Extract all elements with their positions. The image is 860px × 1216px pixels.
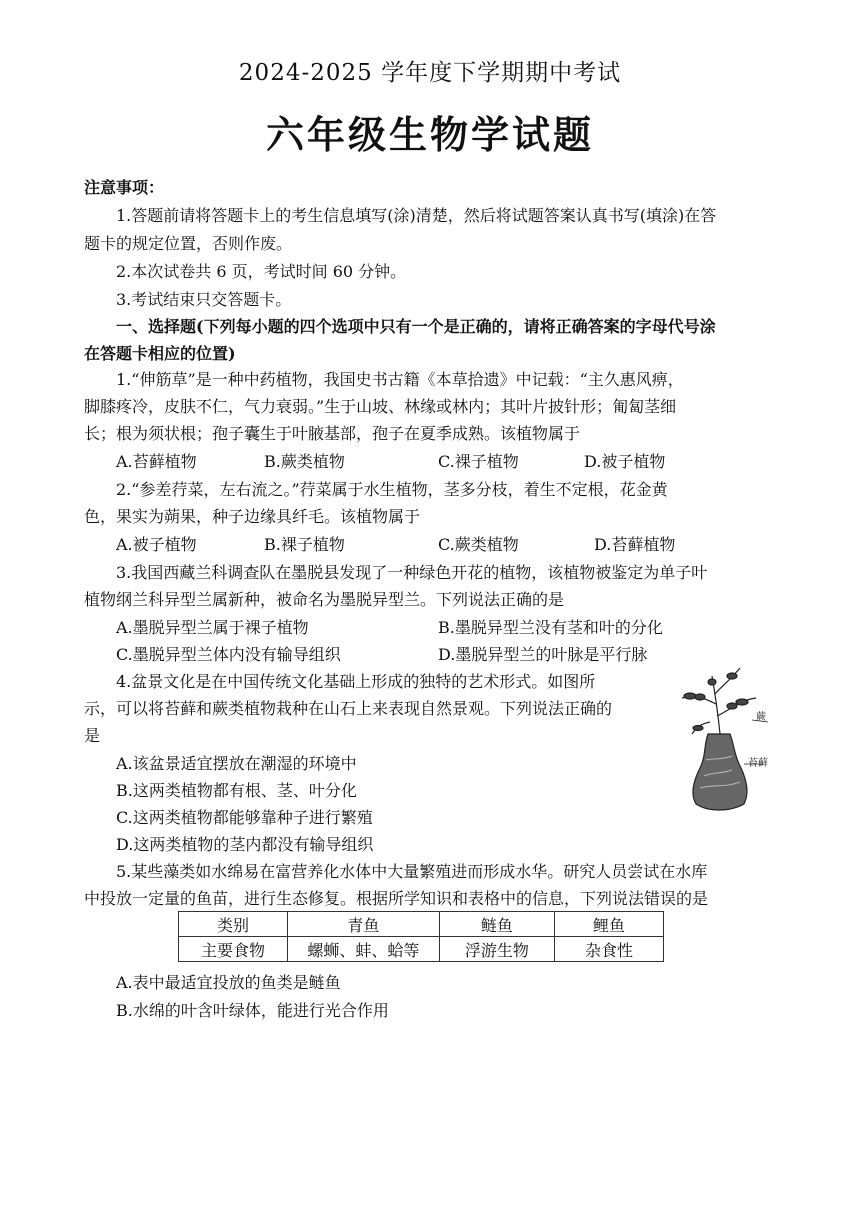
notice-item-3: 3.考试结束只交答题卡。 xyxy=(116,290,292,309)
q5-line-2: 中投放一定量的鱼苗，进行生态修复。根据所学知识和表格中的信息，下列说法错误的是 xyxy=(84,889,709,908)
q2-option-b: B.裸子植物 xyxy=(264,535,345,554)
q5-option-a: A.表中最适宜投放的鱼类是鲢鱼 xyxy=(116,973,341,992)
table-cell: 浮游生物 xyxy=(439,937,554,962)
q4-line-2: 示，可以将苔藓和蕨类植物栽种在山石上来表现自然景观。下列说法正确的 xyxy=(84,699,613,718)
q3-line-2: 植物纲兰科异型兰属新种，被命名为墨脱异型兰。下列说法正确的是 xyxy=(84,590,565,609)
table-header-cell: 鲤鱼 xyxy=(554,912,663,937)
q4-option-c: C.这两类植物都能够靠种子进行繁殖 xyxy=(116,808,373,827)
q1-option-a: A.苔藓植物 xyxy=(116,452,197,471)
q4-line-1: 4.盆景文化是在中国传统文化基础上形成的独特的艺术形式。如图所 xyxy=(116,672,596,691)
q1-option-b: B.蕨类植物 xyxy=(264,452,345,471)
q1-line-2: 脚膝疼冷，皮肤不仁，气力衰弱。”生于山坡、林缘或林内；其叶片披针形；匍匐茎细 xyxy=(84,397,677,416)
q3-option-c: C.墨脱异型兰体内没有输导组织 xyxy=(116,645,341,664)
q4-option-b: B.这两类植物都有根、茎、叶分化 xyxy=(116,781,357,800)
q1-option-c: C.裸子植物 xyxy=(438,452,519,471)
q1-line-1: 1.“伸筋草”是一种中药植物，我国史书古籍《本草拾遗》中记载：“主久惠风痹， xyxy=(116,370,684,389)
table-row xyxy=(179,937,664,962)
table-cell: 主要食物 xyxy=(179,937,288,962)
q3-option-b: B.墨脱异型兰没有茎和叶的分化 xyxy=(438,618,663,637)
table-header-row xyxy=(179,912,664,937)
q2-option-a: A.被子植物 xyxy=(116,535,197,554)
notice-item-1-line-2: 题卡的规定位置，否则作废。 xyxy=(84,234,293,253)
q1-line-3: 长；根为须状根；孢子囊生于叶腋基部，孢子在夏季成熟。该植物属于 xyxy=(84,424,581,443)
section-heading-line-2: 在答题卡相应的位置) xyxy=(84,344,236,363)
q2-option-d: D.苔藓植物 xyxy=(594,535,676,554)
q5-option-b: B.水绵的叶含叶绿体，能进行光合作用 xyxy=(116,1001,389,1020)
notice-item-2: 2.本次试卷共 6 页，考试时间 60 分钟。 xyxy=(116,262,407,281)
figure-label-fern: 蕨 xyxy=(756,712,766,723)
q3-option-d: D.墨脱异型兰的叶脉是平行脉 xyxy=(438,645,648,664)
section-heading-line-1: 一、选择题(下列每小题的四个选项中只有一个是正确的，请将正确答案的字母代号涂 xyxy=(116,317,716,336)
fish-food-table xyxy=(178,911,664,962)
q2-line-1: 2.“参差荇菜，左右流之。”荇菜属于水生植物，茎多分枝，着生不定根，花金黄 xyxy=(116,480,668,499)
table-header-cell: 鲢鱼 xyxy=(439,912,554,937)
exam-title: 2024-2025 学年度下学期期中考试 xyxy=(238,60,622,86)
q5-line-1: 5.某些藻类如水绵易在富营养化水体中大量繁殖进而形成水华。研究人员尝试在水库 xyxy=(116,862,708,881)
q2-option-c: C.蕨类植物 xyxy=(438,535,519,554)
q3-line-1: 3.我国西藏兰科调查队在墨脱县发现了一种绿色开花的植物，该植物被鉴定为单子叶 xyxy=(116,563,708,582)
fern-illustration xyxy=(682,668,756,734)
q4-option-a: A.该盆景适宜摆放在潮湿的环境中 xyxy=(116,754,357,773)
q3-option-a: A.墨脱异型兰属于裸子植物 xyxy=(116,618,309,637)
q1-option-d: D.被子植物 xyxy=(584,452,666,471)
q2-line-2: 色，果实为蒴果，种子边缘具纤毛。该植物属于 xyxy=(84,507,421,526)
figure-label-moss: 苔藓 xyxy=(748,758,768,769)
table-cell: 杂食性 xyxy=(554,937,663,962)
table-cell: 螺蛳、蚌、蛤等 xyxy=(288,937,440,962)
bonsai-figure xyxy=(660,664,780,824)
q4-option-d: D.这两类植物的茎内都没有输导组织 xyxy=(116,835,374,854)
table-header-cell: 青鱼 xyxy=(288,912,440,937)
notice-item-1-line-1: 1.答题前请将答题卡上的考生信息填写(涂)清楚，然后将试题答案认真书写(填涂)在答 xyxy=(116,206,717,225)
table-header-cell: 类别 xyxy=(179,912,288,937)
rock-illustration xyxy=(693,734,747,810)
q4-line-3: 是 xyxy=(84,726,101,745)
notice-heading: 注意事项： xyxy=(84,178,165,197)
subject-title: 六年级生物学试题 xyxy=(265,112,594,157)
